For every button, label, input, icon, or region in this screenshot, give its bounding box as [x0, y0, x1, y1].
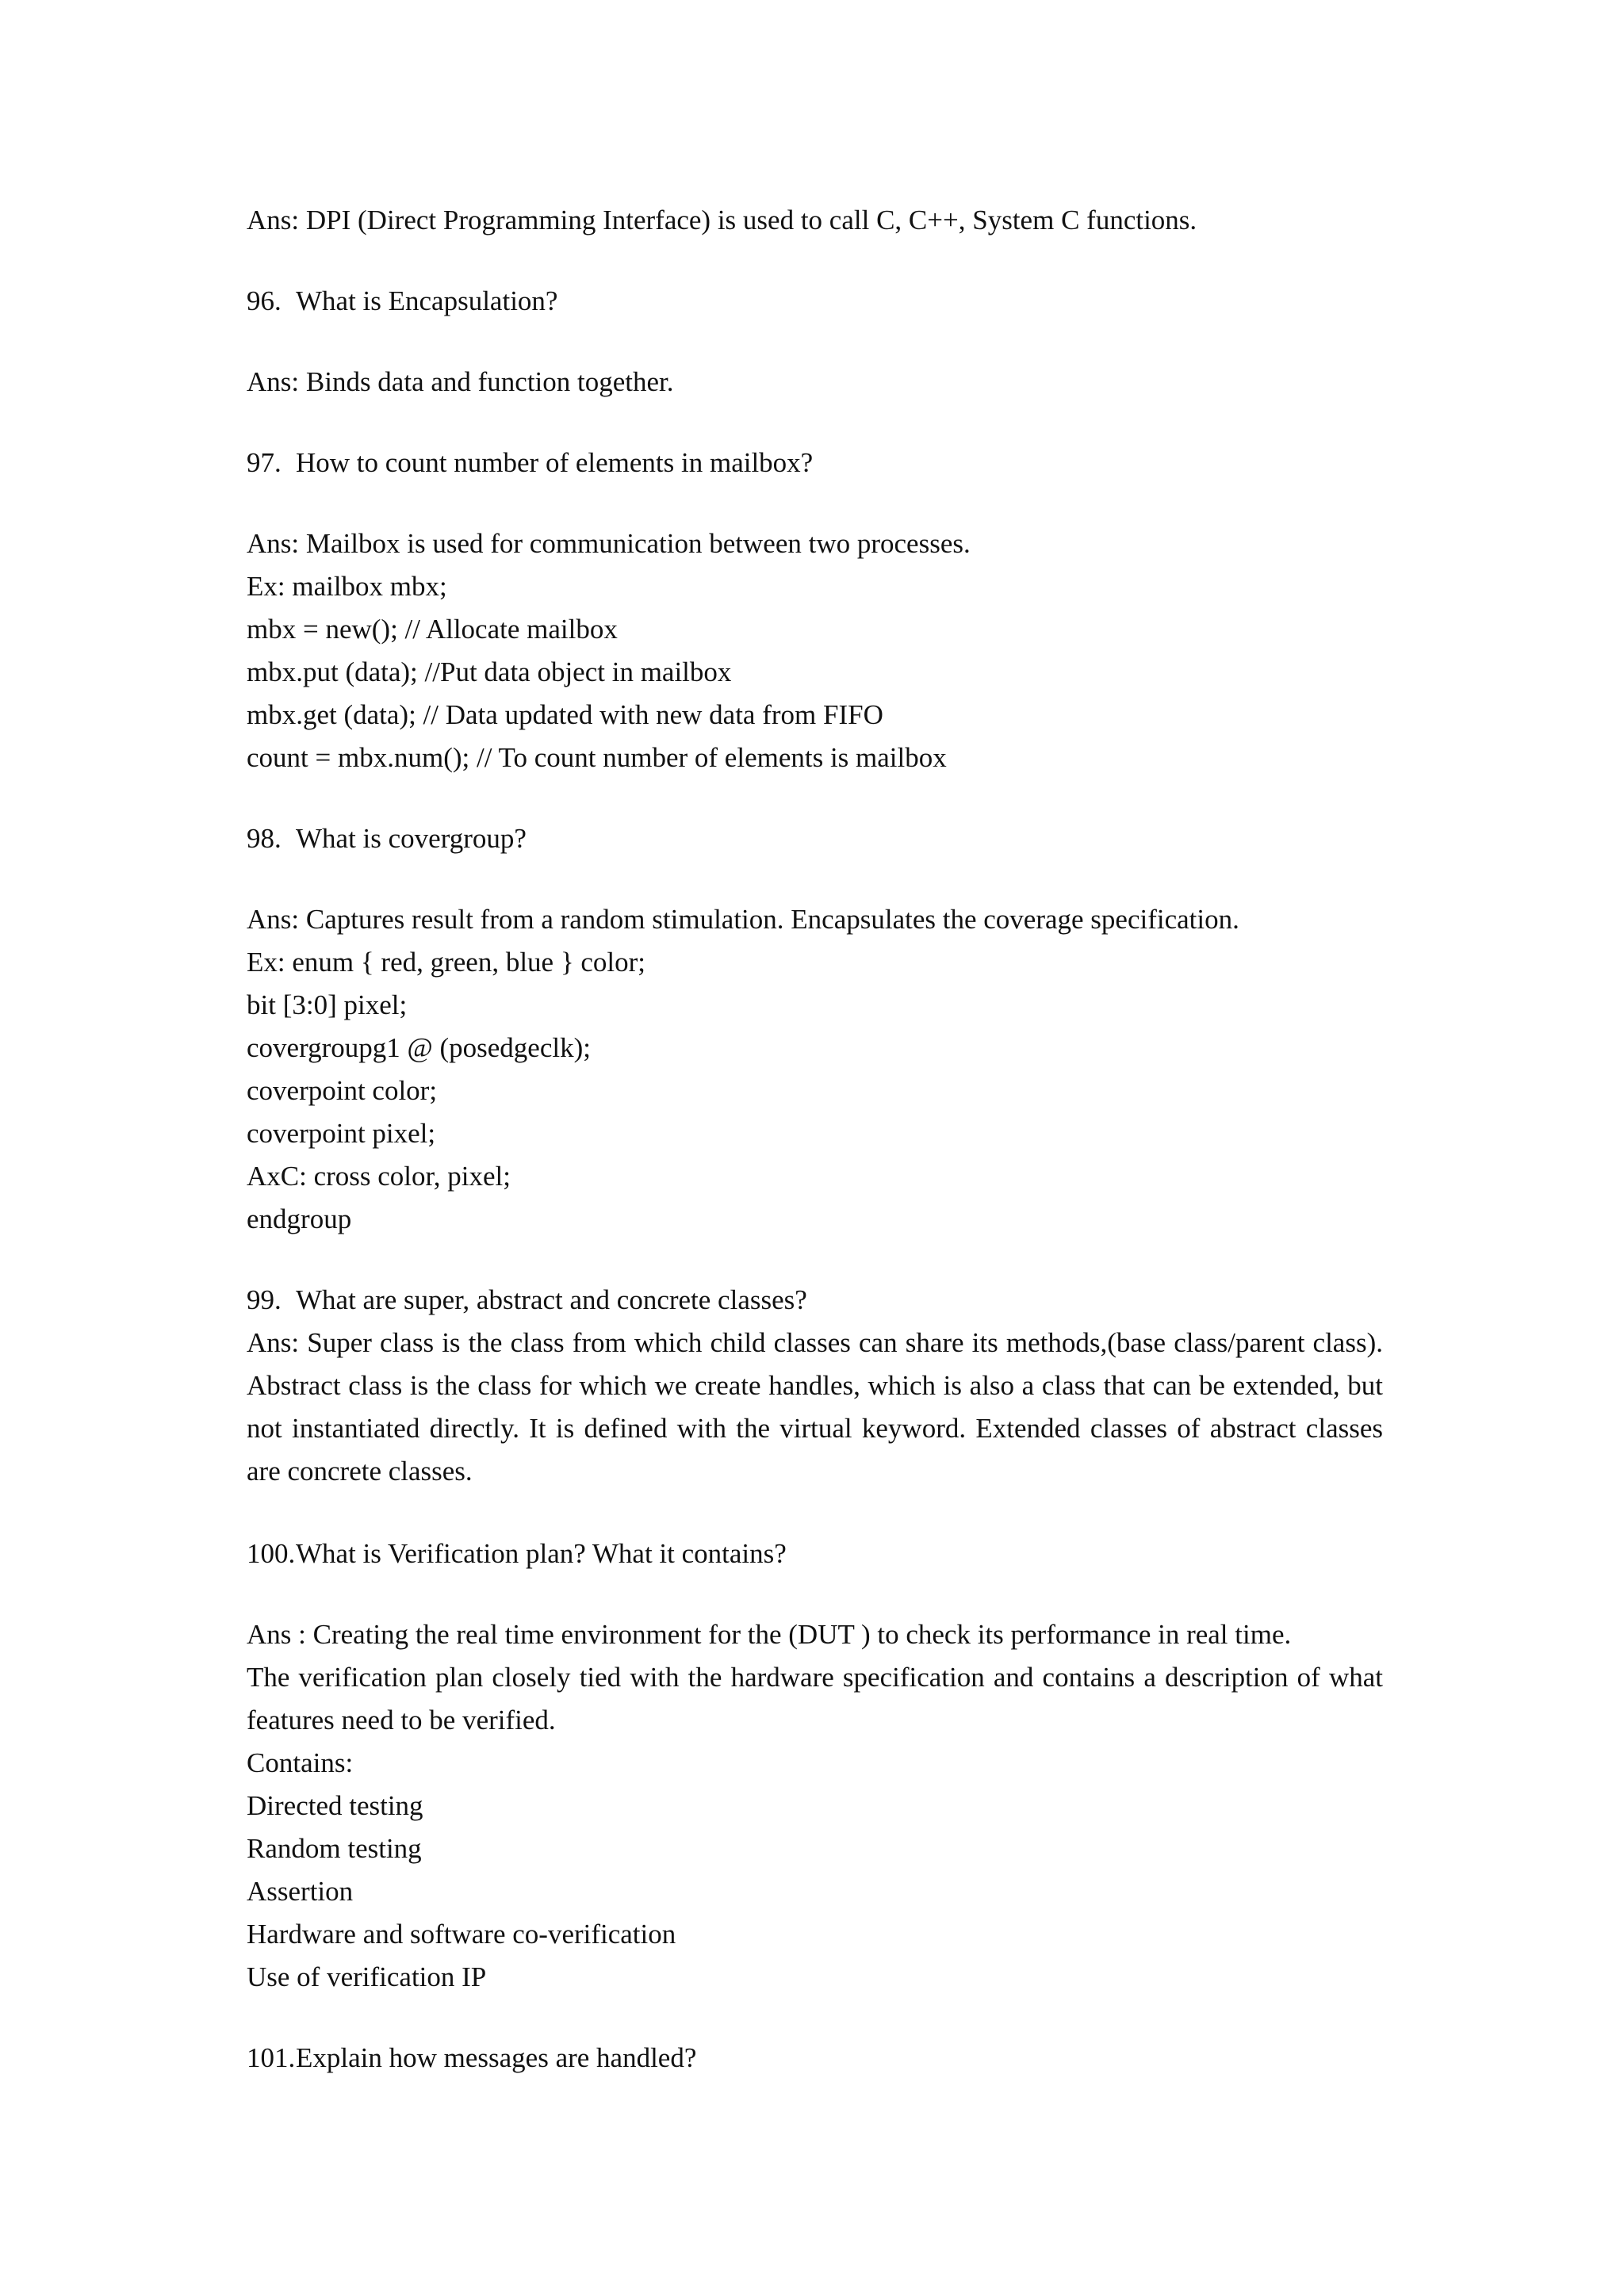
answer-100-list-item: Use of verification IP: [247, 1961, 487, 1992]
answer-98-line: coverpoint pixel;: [247, 1118, 436, 1149]
question-number: 101.: [247, 2042, 296, 2073]
question-96: [247, 284, 557, 319]
answer-96: Ans: Binds data and function together.: [247, 366, 674, 397]
question-text: What is Encapsulation?: [296, 285, 558, 316]
question-text: How to count number of elements in mailbox?: [296, 447, 814, 478]
answer-97-line: count = mbx.num(); // To count number of elements is mailbox: [247, 742, 947, 773]
question-99: [247, 1283, 807, 1318]
answer-98-line: AxC: cross color, pixel;: [247, 1161, 511, 1192]
answer-100-list-item: Assertion: [247, 1876, 354, 1907]
answer-100-list-item: Contains:: [247, 1747, 354, 1778]
answer-100-list-item: Directed testing: [247, 1790, 423, 1821]
answer-97-line: mbx.get (data); // Data updated with new data from FIFO: [247, 699, 883, 730]
answer-100-line: Ans : Creating the real time environment for the (DUT ) to check its performance in real time.: [247, 1619, 1292, 1650]
answer-98-line: Ex: enum { red, green, blue } color;: [247, 947, 646, 978]
question-101: [247, 2041, 696, 2076]
answer-97-line: mbx = new(); // Allocate mailbox: [247, 614, 618, 645]
question-number: 97.: [247, 447, 282, 478]
question-text: What is covergroup?: [296, 823, 527, 854]
answer-100-paragraph: The verification plan closely tied with the hardware specification and contains a description of what features need to be verified.: [247, 1662, 1383, 1735]
question-number: 99.: [247, 1284, 282, 1315]
question-text: What are super, abstract and concrete classes?: [296, 1284, 807, 1315]
question-100: [247, 1536, 787, 1571]
question-text: What is Verification plan? What it contains?: [296, 1538, 787, 1569]
answer-97-line: Ex: mailbox mbx;: [247, 571, 447, 602]
answer-98-line: Ans: Captures result from a random stimulation. Encapsulates the coverage specification.: [247, 904, 1239, 935]
answer-98-line: covergroupg1 @ (posedgeclk);: [247, 1032, 591, 1063]
answer-98-line: coverpoint color;: [247, 1075, 438, 1106]
answer-95: Ans: DPI (Direct Programming Interface) is used to call C, C++, System C functions.: [247, 205, 1197, 235]
question-98: [247, 821, 527, 856]
question-number: 98.: [247, 823, 282, 854]
answer-99: Ans: Super class is the class from which child classes can share its methods,(base class/parent class). Abstract class is the class for which we create handles, which is also a class that can be extended, but not instantiated directly. It is defined with the virtual keyword. Extended classes of abstract classes are concrete classes.: [247, 1327, 1383, 1487]
answer-100-list-item: Random testing: [247, 1833, 422, 1864]
question-number: 100.: [247, 1538, 296, 1569]
answer-100-list-item: Hardware and software co-verification: [247, 1919, 676, 1950]
answer-98-line: endgroup: [247, 1203, 352, 1234]
question-97: [247, 446, 813, 480]
answer-97-line: Ans: Mailbox is used for communication between two processes.: [247, 528, 971, 559]
question-text: Explain how messages are handled?: [296, 2042, 697, 2073]
answer-97-line: mbx.put (data); //Put data object in mailbox: [247, 656, 732, 687]
answer-98-line: bit [3:0] pixel;: [247, 989, 408, 1020]
question-number: 96.: [247, 285, 282, 316]
